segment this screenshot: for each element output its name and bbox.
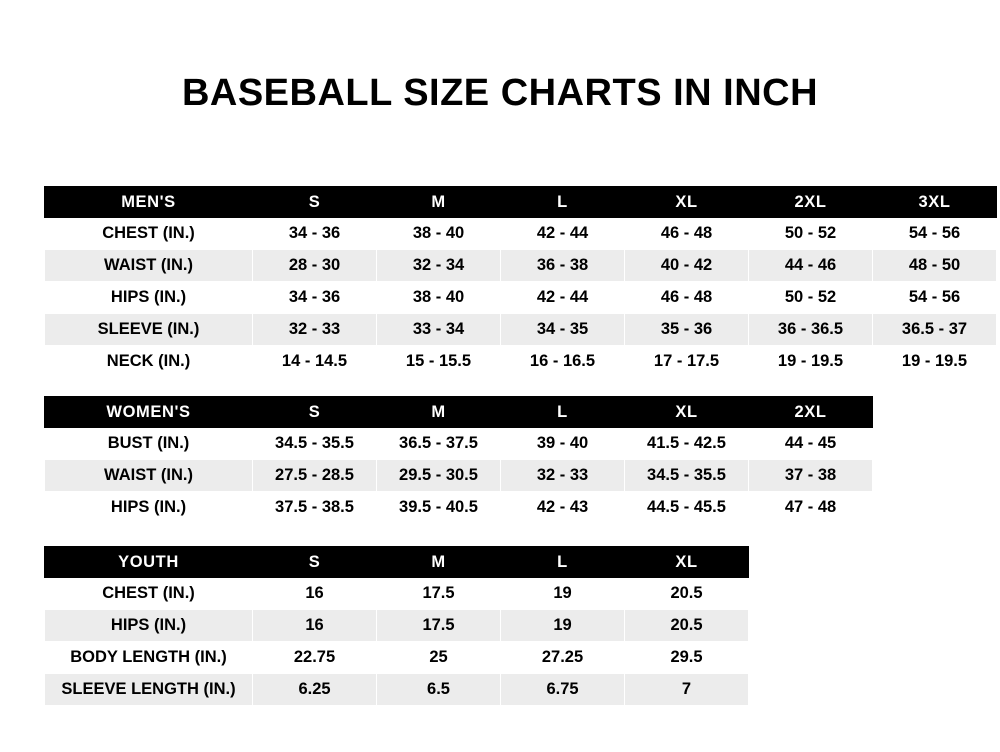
cell: 42 - 43	[501, 492, 625, 524]
cell: 46 - 48	[625, 218, 749, 250]
table-row	[45, 578, 749, 610]
table-row	[45, 642, 749, 674]
cell: 6.5	[377, 674, 501, 706]
cell: 34 - 36	[253, 218, 377, 250]
cell: 17.5	[377, 578, 501, 610]
womens-size-table	[44, 396, 873, 524]
header-cell: M	[377, 397, 501, 428]
cell: 34 - 36	[253, 282, 377, 314]
cell: 41.5 - 42.5	[625, 428, 749, 460]
cell: 6.25	[253, 674, 377, 706]
row-label: NECK (IN.)	[45, 346, 253, 378]
cell: 17.5	[377, 610, 501, 642]
row-label: SLEEVE LENGTH (IN.)	[45, 674, 253, 706]
mens-size-chart	[44, 186, 997, 378]
cell: 27.5 - 28.5	[253, 460, 377, 492]
table-header-row	[45, 547, 749, 578]
header-cell: L	[501, 187, 625, 218]
cell: 42 - 44	[501, 218, 625, 250]
cell: 36 - 36.5	[749, 314, 873, 346]
row-label: HIPS (IN.)	[45, 282, 253, 314]
table-row	[45, 314, 997, 346]
header-cell: M	[377, 187, 501, 218]
cell: 15 - 15.5	[377, 346, 501, 378]
cell: 32 - 33	[253, 314, 377, 346]
cell: 17 - 17.5	[625, 346, 749, 378]
header-cell: XL	[625, 397, 749, 428]
cell: 42 - 44	[501, 282, 625, 314]
row-label: HIPS (IN.)	[45, 610, 253, 642]
table-row	[45, 460, 873, 492]
cell: 35 - 36	[625, 314, 749, 346]
cell: 19	[501, 610, 625, 642]
cell: 37 - 38	[749, 460, 873, 492]
row-label: BODY LENGTH (IN.)	[45, 642, 253, 674]
header-cell: 3XL	[873, 187, 997, 218]
cell: 6.75	[501, 674, 625, 706]
cell: 44.5 - 45.5	[625, 492, 749, 524]
cell: 14 - 14.5	[253, 346, 377, 378]
cell: 47 - 48	[749, 492, 873, 524]
cell: 38 - 40	[377, 218, 501, 250]
cell: 37.5 - 38.5	[253, 492, 377, 524]
row-label: BUST (IN.)	[45, 428, 253, 460]
row-label: WAIST (IN.)	[45, 250, 253, 282]
cell: 19 - 19.5	[873, 346, 997, 378]
header-cell: S	[253, 547, 377, 578]
cell: 36 - 38	[501, 250, 625, 282]
cell: 48 - 50	[873, 250, 997, 282]
row-label: HIPS (IN.)	[45, 492, 253, 524]
cell: 44 - 45	[749, 428, 873, 460]
cell: 36.5 - 37.5	[377, 428, 501, 460]
header-cell: 2XL	[749, 187, 873, 218]
table-row	[45, 282, 997, 314]
header-cell: WOMEN'S	[45, 397, 253, 428]
cell: 7	[625, 674, 749, 706]
cell: 50 - 52	[749, 282, 873, 314]
cell: 34.5 - 35.5	[625, 460, 749, 492]
cell: 50 - 52	[749, 218, 873, 250]
cell: 29.5 - 30.5	[377, 460, 501, 492]
cell: 19	[501, 578, 625, 610]
youth-size-table	[44, 546, 749, 706]
cell: 38 - 40	[377, 282, 501, 314]
table-header-row	[45, 187, 997, 218]
cell: 16 - 16.5	[501, 346, 625, 378]
table-row	[45, 610, 749, 642]
row-label: SLEEVE (IN.)	[45, 314, 253, 346]
table-row	[45, 492, 873, 524]
youth-size-chart	[44, 546, 749, 706]
cell: 28 - 30	[253, 250, 377, 282]
cell: 29.5	[625, 642, 749, 674]
header-cell: S	[253, 397, 377, 428]
row-label: WAIST (IN.)	[45, 460, 253, 492]
header-cell: M	[377, 547, 501, 578]
table-row	[45, 218, 997, 250]
cell: 27.25	[501, 642, 625, 674]
page-title: BASEBALL SIZE CHARTS IN INCH	[181, 72, 819, 114]
header-cell: YOUTH	[45, 547, 253, 578]
cell: 39 - 40	[501, 428, 625, 460]
womens-size-chart	[44, 396, 873, 524]
mens-size-table	[44, 186, 997, 378]
cell: 32 - 33	[501, 460, 625, 492]
cell: 16	[253, 610, 377, 642]
cell: 25	[377, 642, 501, 674]
table-row	[45, 428, 873, 460]
cell: 16	[253, 578, 377, 610]
header-cell: XL	[625, 187, 749, 218]
cell: 46 - 48	[625, 282, 749, 314]
cell: 39.5 - 40.5	[377, 492, 501, 524]
header-cell: S	[253, 187, 377, 218]
table-row	[45, 674, 749, 706]
row-label: CHEST (IN.)	[45, 218, 253, 250]
cell: 20.5	[625, 578, 749, 610]
cell: 36.5 - 37	[873, 314, 997, 346]
header-cell: MEN'S	[45, 187, 253, 218]
cell: 54 - 56	[873, 282, 997, 314]
table-header-row	[45, 397, 873, 428]
cell: 44 - 46	[749, 250, 873, 282]
cell: 34 - 35	[501, 314, 625, 346]
header-cell: L	[501, 397, 625, 428]
cell: 19 - 19.5	[749, 346, 873, 378]
cell: 20.5	[625, 610, 749, 642]
cell: 32 - 34	[377, 250, 501, 282]
row-label: CHEST (IN.)	[45, 578, 253, 610]
header-cell: XL	[625, 547, 749, 578]
cell: 22.75	[253, 642, 377, 674]
cell: 33 - 34	[377, 314, 501, 346]
cell: 40 - 42	[625, 250, 749, 282]
table-row	[45, 346, 997, 378]
header-cell: 2XL	[749, 397, 873, 428]
header-cell: L	[501, 547, 625, 578]
cell: 34.5 - 35.5	[253, 428, 377, 460]
table-row	[45, 250, 997, 282]
cell: 54 - 56	[873, 218, 997, 250]
